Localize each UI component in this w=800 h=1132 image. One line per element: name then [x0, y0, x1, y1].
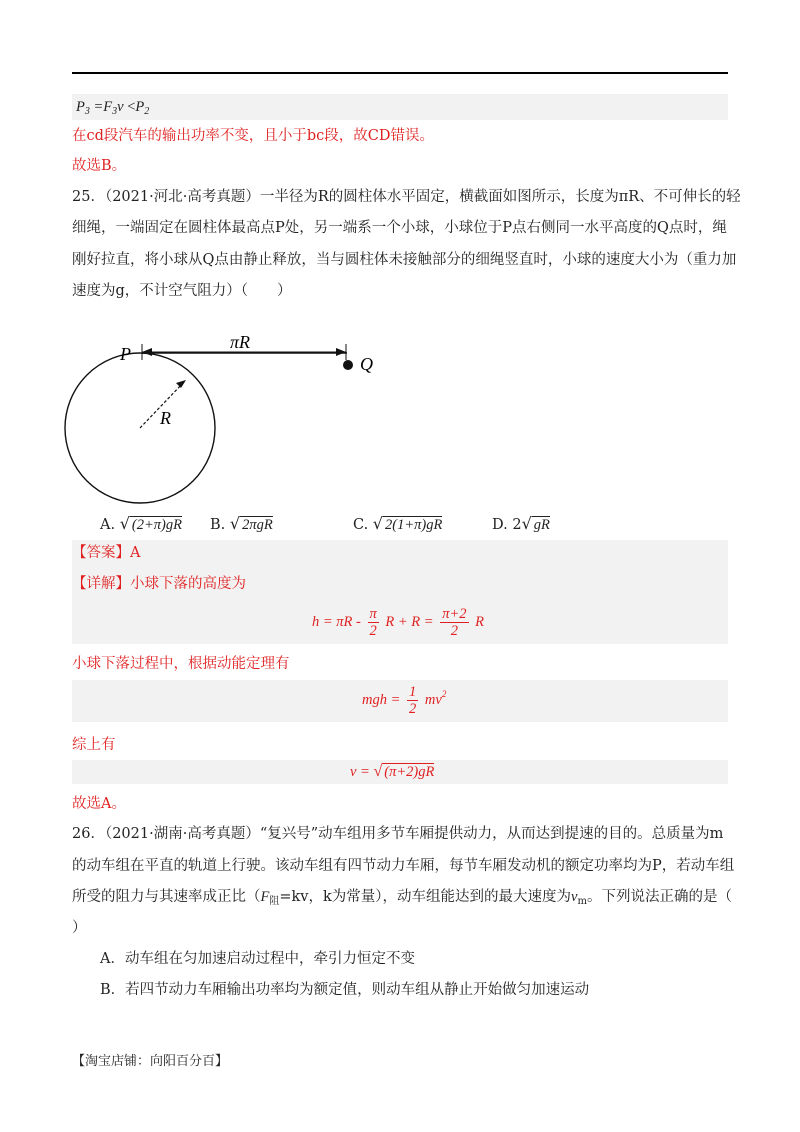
label-q: Q [360, 354, 373, 374]
q25-line1: 25．（2021·河北·高考真题）一半径为R的圆柱体水平固定，横截面如图所示，长度为πR、不可伸长的轻 [72, 189, 741, 205]
summary-text: 综上有 [72, 737, 116, 753]
radius-arrow-head [176, 380, 186, 388]
process-text: 小球下落过程中，根据动能定理有 [72, 656, 290, 672]
option-c[interactable]: C. √ 2(1+π)gR [353, 514, 443, 533]
q25-figure [60, 330, 400, 510]
q26-option-b[interactable]: B．若四节动力车厢输出功率均为额定值，则动车组从静止开始做匀加速运动 [100, 982, 590, 998]
header-rule [72, 72, 728, 74]
q25-line2: 细绳，一端固定在圆柱体最高点P处，另一端系一个小球，小球位于P点右侧同一水平高度的Q点时，绳 [72, 220, 727, 236]
arrow-right-head [336, 348, 346, 356]
footer-shop: 【淘宝店铺：向阳百分百】 [72, 1054, 229, 1069]
detail-label: 【详解】小球下落的高度为 [72, 576, 246, 592]
formula-box-p3 [72, 94, 728, 120]
q26-line1: 26．（2021·湖南·高考真题）“复兴号”动车组用多节车厢提供动力，从而达到提速的目的。总质量为m [72, 826, 724, 842]
q26-line4: ） [72, 920, 87, 936]
q26-option-a[interactable]: A．动车组在匀加速启动过程中，牵引力恒定不变 [100, 951, 415, 967]
ball-q [343, 360, 353, 370]
label-pir: πR [230, 332, 251, 352]
q26-line2: 的动车组在平直的轨道上行驶。该动车组有四节动力车厢，每节车厢发动机的额定功率均为P，若动车组 [72, 858, 735, 874]
formula-p3: $P_3 =F_3v <P_2$ [76, 99, 150, 117]
answer-label: 【答案】A [72, 545, 141, 561]
cd-note: 在cd段汽车的输出功率不变，且小于bc段，故CD错误。 [72, 128, 435, 144]
choose-b: 故选B。 [72, 158, 127, 174]
option-b[interactable]: B. √ 2πgR [210, 514, 273, 533]
choose-a: 故选A。 [72, 796, 126, 812]
option-a[interactable]: A. √ (2+π)gR [100, 514, 182, 533]
q25-line4: 速度为g，不计空气阻力）（ ） [72, 283, 292, 299]
label-r: R [160, 408, 171, 428]
eq-energy: mgh = $\frac{1}{2}$ $mv^2$ [362, 684, 447, 718]
arrow-left-head [142, 348, 152, 356]
q26-line3: 所受的阻力与其速率成正比（$F_阻=kv$，k为常量），动车组能达到的最大速度为$v_m$。下列说法正确的是（ [72, 889, 732, 907]
eq-height: h = πR - $\frac{\pi}{2}$ R + R = $\frac{\pi+2}{2}$ R [312, 606, 484, 639]
q25-line3: 刚好拉直，将小球从Q点由静止释放，当与圆柱体未接触部分的细绳竖直时，小球的速度大小为（重力加 [72, 252, 737, 268]
label-p: P [120, 344, 131, 364]
option-d[interactable]: D. 2√ gR [492, 514, 550, 533]
eq-velocity: v = √ (π+2)gR [350, 763, 435, 780]
